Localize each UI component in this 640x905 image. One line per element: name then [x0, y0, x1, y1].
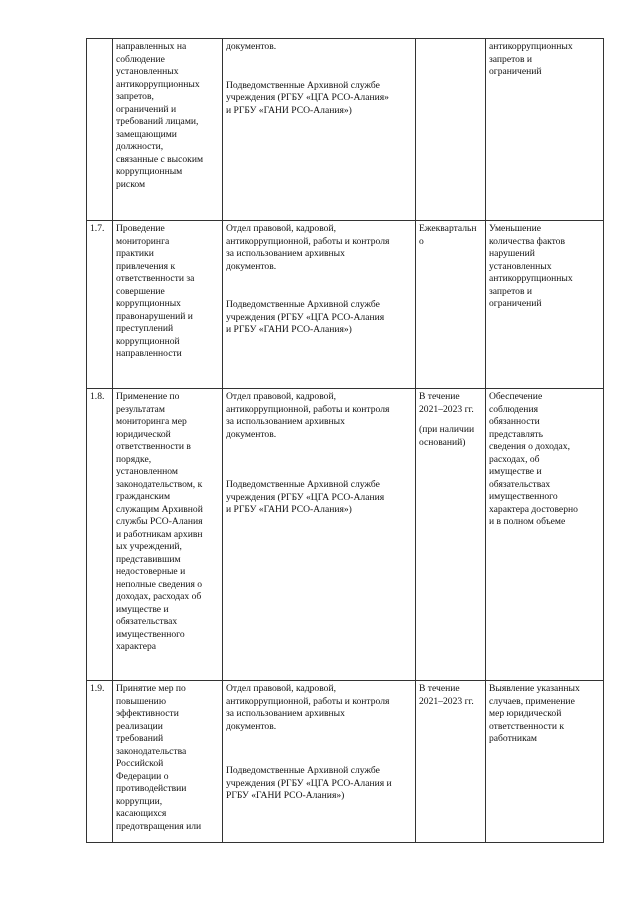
result-text: Обеспечение соблюдения обязанности представлять сведения о доходах, расходах, об имуществе и обязательствах имущественного характера достоверно и в полном объеме [489, 391, 578, 527]
responsible-dept: документов. [226, 41, 277, 52]
result-cell [486, 389, 604, 681]
responsible-institutions: Подведомственные Архивной службе учреждения (РГБУ «ЦГА РСО-Алания» и РГБУ «ГАНИ РСО-Алания») [226, 79, 389, 116]
result-text: антикоррупционных запретов и ограничений [489, 41, 573, 77]
table-row [87, 39, 604, 221]
term-text: В течение 2021–2023 гг. [419, 683, 474, 707]
row-number: 1.7. [87, 221, 113, 389]
row-number: 1.8. [87, 389, 113, 681]
term-text: В течение 2021–2023 гг. [419, 391, 474, 415]
responsible-dept: Отдел правовой, кадровой, антикоррупционной, работы и контроля за использованием архивных документов. [226, 223, 390, 272]
event-text: Принятие мер по повышению эффективности реализации требований законодательства Российской Федерации о противодействии коррупции, касающихся предотвращения или [116, 683, 202, 832]
event-cell [113, 221, 223, 389]
event-cell [113, 681, 223, 843]
term-cell [416, 221, 486, 389]
responsible-dept: Отдел правовой, кадровой, антикоррупционной, работы и контроля за использованием архивных документов. [226, 683, 390, 732]
result-cell [486, 39, 604, 221]
event-cell [113, 389, 223, 681]
term-cell [416, 389, 486, 681]
responsible-institutions: Подведомственные Архивной службе учреждения (РГБУ «ЦГА РСО-Алания и РГБУ «ГАНИ РСО-Алания») [226, 299, 385, 335]
term-cell [416, 39, 486, 221]
responsible-institutions: Подведомственные Архивной службе учреждения (РГБУ «ЦГА РСО-Алания и РГБУ «ГАНИ РСО-Алания») [226, 765, 392, 801]
event-cell [113, 39, 223, 221]
result-cell [486, 221, 604, 389]
term-note: (при наличии оснований) [419, 424, 475, 448]
event-text: Применение по результатам мониторинга мер юридической ответственности в порядке, установленном законодательством, к гражданским служащим Архивной службы РСО-Алания и работникам архивн ых учреждений, представившим недостоверные и неполные сведения о доходах, расходах об имуществе и обязательствах имущественного характера [116, 391, 203, 652]
event-text: направленных на соблюдение установленных антикоррупционных запретов, ограничений и требований лицами, замещающими должности, связанные с высоким коррупционным риском [116, 41, 204, 190]
result-text: Уменьшение количества фактов нарушений установленных антикоррупционных запретов и ограничений [489, 223, 573, 309]
event-text: Проведение мониторинга практики привлечения к ответственности за совершение коррупционных правонарушений и преступлений коррупционной направленности [116, 223, 195, 359]
result-text: Выявление указанных случаев, применение мер юридической ответственности к работникам [489, 683, 580, 744]
responsible-institutions: Подведомственные Архивной службе учреждения (РГБУ «ЦГА РСО-Алания и РГБУ «ГАНИ РСО-Алания») [226, 479, 385, 515]
row-number [87, 39, 113, 221]
responsible-cell [223, 389, 416, 681]
responsible-dept: Отдел правовой, кадровой, антикоррупционной, работы и контроля за использованием архивных документов. [226, 391, 390, 440]
table-row [87, 681, 604, 843]
anticorruption-plan-table [86, 38, 604, 843]
term-text: Ежеквартальн о [419, 223, 477, 247]
responsible-cell [223, 681, 416, 843]
row-number: 1.9. [87, 681, 113, 843]
responsible-cell [223, 39, 416, 221]
table-row [87, 221, 604, 389]
term-cell [416, 681, 486, 843]
result-cell [486, 681, 604, 843]
table-row [87, 389, 604, 681]
responsible-cell [223, 221, 416, 389]
